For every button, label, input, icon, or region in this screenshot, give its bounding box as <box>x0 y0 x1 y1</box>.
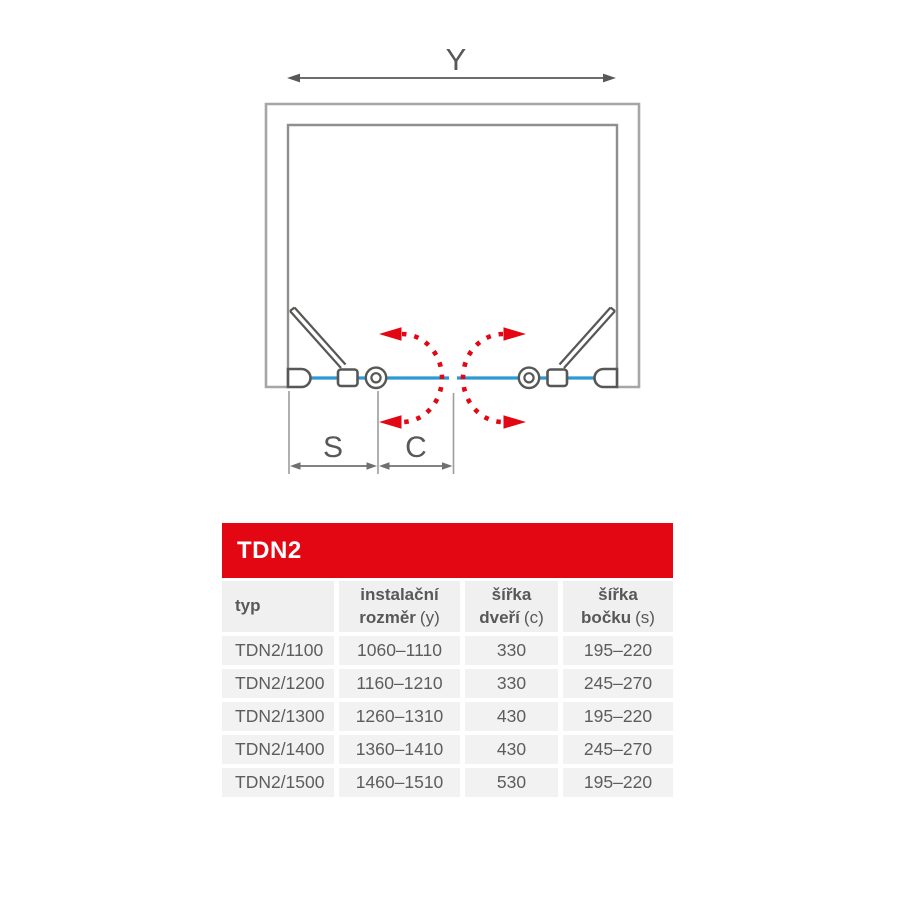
cell-installation-width: 1360–1410 <box>339 735 460 764</box>
inner-frame-outline <box>288 125 617 387</box>
left-door-open-panel <box>290 308 346 369</box>
right-side-panel-profile <box>595 369 618 387</box>
cell-typ: TDN2/1100 <box>222 636 334 665</box>
column-header-label: dveří <box>479 607 520 627</box>
right-door-open-panel <box>560 308 616 369</box>
column-header-installation-width <box>339 581 460 632</box>
series-name: TDN2 <box>237 536 302 564</box>
column-header-label: šířka <box>491 585 532 605</box>
s-dimension-label: S <box>322 431 344 464</box>
outer-wall-outline <box>266 104 639 387</box>
column-header-unit: (y) <box>419 607 440 627</box>
right-pivot-bracket <box>548 370 568 387</box>
y-dimension-label: Y <box>445 42 467 77</box>
column-header-label: rozměr <box>359 607 416 627</box>
cell-door-width: 530 <box>465 768 558 797</box>
cell-side-width: 195–220 <box>563 702 673 731</box>
column-header-label: typ <box>235 596 261 616</box>
cell-typ: TDN2/1400 <box>222 735 334 764</box>
cell-installation-width: 1160–1210 <box>339 669 460 698</box>
table-row <box>222 768 673 797</box>
left-side-panel-profile <box>288 369 311 387</box>
left-hinge-icon <box>366 368 386 388</box>
table-row <box>222 669 673 698</box>
column-header-label: šířka <box>598 585 638 605</box>
c-dimension-label: C <box>405 431 427 464</box>
cell-typ: TDN2/1200 <box>222 669 334 698</box>
table-header-row <box>222 581 673 632</box>
table-row <box>222 636 673 665</box>
cell-side-width: 195–220 <box>563 636 673 665</box>
cell-typ: TDN2/1500 <box>222 768 334 797</box>
column-header-unit: (c) <box>523 607 544 627</box>
column-header-label: bočku <box>581 607 632 627</box>
spec-table <box>222 523 673 797</box>
column-header-label: instalační <box>360 585 439 605</box>
cell-typ: TDN2/1300 <box>222 702 334 731</box>
column-header-unit: (s) <box>635 607 655 627</box>
column-header-door-width <box>465 581 558 632</box>
left-pivot-bracket <box>338 370 358 387</box>
cell-installation-width: 1460–1510 <box>339 768 460 797</box>
cell-side-width: 245–270 <box>563 669 673 698</box>
column-header-side-width <box>563 581 673 632</box>
cell-side-width: 245–270 <box>563 735 673 764</box>
cell-door-width: 330 <box>465 669 558 698</box>
table-title-band <box>222 523 673 578</box>
table-row <box>222 735 673 764</box>
column-header-typ <box>222 581 334 632</box>
table-row <box>222 702 673 731</box>
cell-door-width: 430 <box>465 702 558 731</box>
cell-installation-width: 1060–1110 <box>339 636 460 665</box>
y-arrowhead-right-icon <box>603 74 616 83</box>
cell-installation-width: 1260–1310 <box>339 702 460 731</box>
cell-door-width: 330 <box>465 636 558 665</box>
right-hinge-icon <box>519 368 539 388</box>
cell-side-width: 195–220 <box>563 768 673 797</box>
cell-door-width: 430 <box>465 735 558 764</box>
dimension-extension-lines <box>289 391 454 474</box>
y-arrowhead-left-icon <box>287 74 300 83</box>
